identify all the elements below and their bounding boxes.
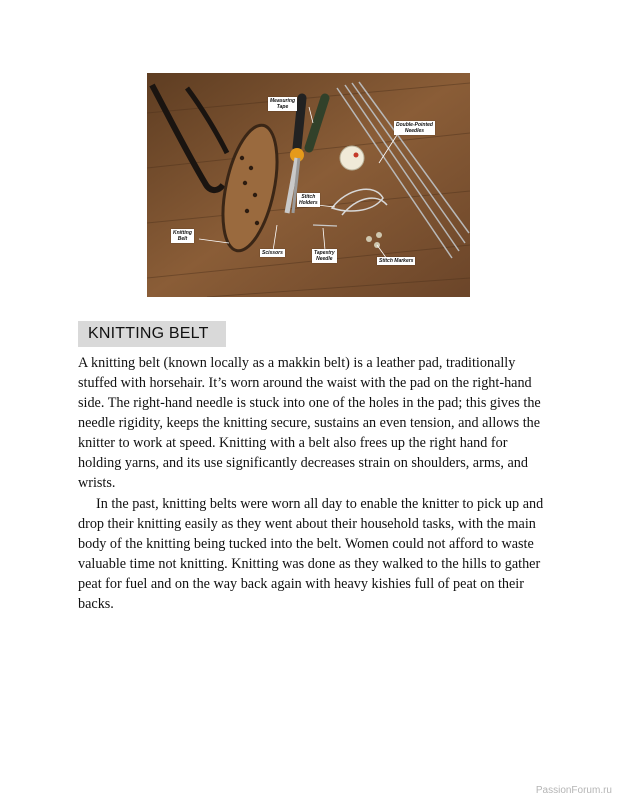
label-stitch-markers: Stitch Markers	[379, 258, 414, 264]
label-stitch-holders: Stitch Holders	[299, 194, 318, 206]
watermark: PassionForum.ru	[535, 785, 612, 796]
photo-illustration	[147, 73, 470, 297]
label-double-pointed-needles: Double-Pointed Needles	[396, 122, 433, 134]
paragraph-1: A knitting belt (known locally as a makkin belt) is a leather pad, traditionally stuffed with horsehair. It’s worn around the waist with the pad on the right-hand side. The right-hand needle is stuck into one of the holes in the pad; this gives the needle rigidity, keeps the knitting secure, sustains an even tension, and allows the knitter to work at speed. Knitting with a belt also frees up the right hand for holding yarns, and its use significantly decreases strain on shoulders, arms, and wrists.	[78, 355, 541, 491]
label-scissors: Scissors	[262, 250, 283, 256]
scissors	[297, 98, 302, 148]
measuring-tape	[340, 146, 364, 170]
label-measuring-tape: Measuring Tape	[270, 98, 296, 110]
label-knitting-belt: Knitting Belt	[173, 230, 192, 242]
section-heading: KNITTING BELT	[78, 321, 226, 347]
paragraph-2: In the past, knitting belts were worn all day to enable the knitter to pick up and drop their knitting easily as they went about their household tasks, with the main body of the knitting being tucked into the belt. Women could not afford to waste valuable time not knitting. Knitting was done as they walked to the hills to gather peat for fuel and on the way back again with heavy kishies full of peat on their backs.	[78, 496, 544, 612]
article-body	[78, 353, 548, 614]
knitting-tools-photo	[147, 73, 470, 297]
label-tapestry-needle: Tapestry Needle	[314, 250, 335, 262]
